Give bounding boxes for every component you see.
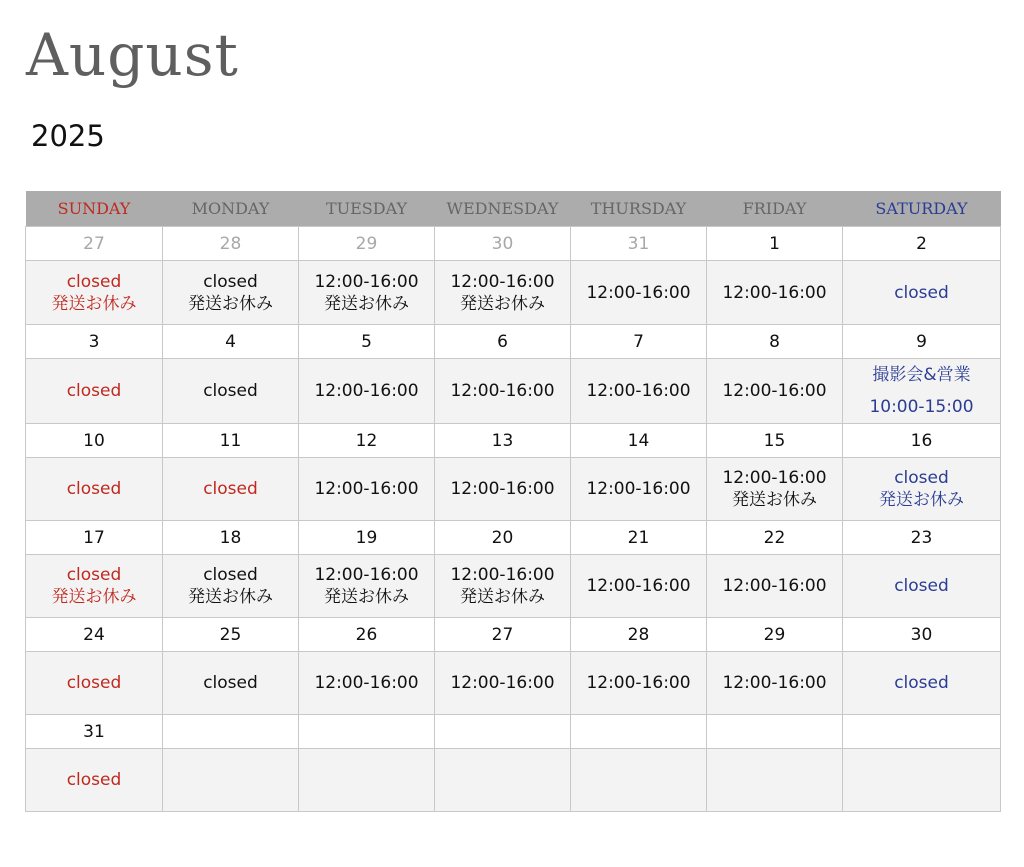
hours-cell-tue [299,359,435,424]
hours-cell-wed [435,261,571,325]
date-cell-tue: 26 [299,618,435,652]
weekday-header-row [26,191,1001,227]
hours-cell-mon [163,261,299,325]
hours-text: closed [894,468,949,488]
hours-cell-sun [26,359,163,424]
hours-text: 12:00-16:00 [722,468,827,488]
shipping-note: 発送お休み [324,587,409,607]
hours-cell-mon [163,458,299,521]
weekday-tuesday: TUESDAY [299,191,435,227]
hours-text: 12:00-16:00 [314,381,419,401]
date-cell-tue: 5 [299,325,435,359]
hours-text: closed [66,770,122,790]
hours-cell-fri [707,359,843,424]
hours-cell-tue [299,749,435,812]
hours-text: 12:00-16:00 [586,673,691,693]
hours-text: 撮影会&営業 [872,365,971,385]
date-cell-fri: 8 [707,325,843,359]
hours-text: 12:00-16:00 [586,576,691,596]
shipping-note: 発送お休み [460,587,545,607]
hours-cell-sun [26,458,163,521]
shipping-note: 発送お休み [324,293,409,314]
date-cell-sun: 31 [26,715,163,749]
date-cell-sat [843,715,1001,749]
date-row [26,325,1001,359]
hours-text: 12:00-16:00 [450,479,555,499]
hours-text: 12:00-16:00 [722,282,827,303]
hours-text: closed [203,479,258,499]
date-cell-fri: 15 [707,424,843,458]
hours-text: 12:00-16:00 [450,271,555,292]
date-cell-fri [707,715,843,749]
hours-cell-sun [26,652,163,715]
date-row [26,715,1001,749]
date-row [26,521,1001,555]
hours-cell-thu [571,458,707,521]
hours-cell-fri [707,555,843,618]
hours-cell-mon [163,652,299,715]
date-cell-fri: 29 [707,618,843,652]
hours-cell-tue [299,458,435,521]
hours-cell-thu [571,359,707,424]
weekday-thursday: THURSDAY [571,191,707,227]
hours-text: 12:00-16:00 [586,381,691,401]
info-row [26,555,1001,618]
hours-cell-sat [843,261,1001,325]
hours-cell-wed [435,749,571,812]
date-cell-mon: 11 [163,424,299,458]
shipping-note: 発送お休み [188,293,273,314]
shipping-note: 10:00-15:00 [869,397,974,417]
hours-cell-wed [435,359,571,424]
hours-cell-mon [163,359,299,424]
hours-cell-sun [26,749,163,812]
date-cell-tue: 19 [299,521,435,555]
hours-cell-tue [299,652,435,715]
date-cell-wed: 13 [435,424,571,458]
date-cell-thu [571,715,707,749]
date-cell-sat: 16 [843,424,1001,458]
hours-text: 12:00-16:00 [450,673,555,693]
hours-text: closed [66,479,122,499]
date-cell-wed [435,715,571,749]
shipping-note: 発送お休み [51,293,137,314]
month-title: August [26,21,239,89]
hours-cell-fri [707,652,843,715]
hours-text: closed [66,271,122,292]
date-cell-thu: 14 [571,424,707,458]
date-cell-sat: 30 [843,618,1001,652]
hours-text: closed [894,576,949,596]
date-cell-thu: 28 [571,618,707,652]
hours-text: 12:00-16:00 [450,565,555,585]
date-cell-mon: 28 [163,227,299,261]
hours-cell-fri [707,261,843,325]
hours-cell-sun [26,261,163,325]
hours-text: closed [203,381,258,401]
date-cell-sun: 10 [26,424,163,458]
info-row [26,261,1001,325]
date-cell-mon: 4 [163,325,299,359]
hours-text: 12:00-16:00 [314,271,419,292]
shipping-note: 発送お休み [51,587,137,607]
info-row [26,359,1001,424]
hours-cell-wed [435,652,571,715]
hours-cell-tue [299,261,435,325]
date-cell-sun: 27 [26,227,163,261]
info-row [26,652,1001,715]
hours-text: 12:00-16:00 [722,576,827,596]
hours-cell-sun [26,555,163,618]
hours-text: closed [894,282,949,303]
hours-text: 12:00-16:00 [314,479,419,499]
hours-cell-thu [571,749,707,812]
weekday-monday: MONDAY [163,191,299,227]
hours-text: closed [66,381,122,401]
date-cell-wed: 6 [435,325,571,359]
date-cell-wed: 20 [435,521,571,555]
date-cell-tue: 29 [299,227,435,261]
weekday-sunday: SUNDAY [26,191,163,227]
hours-cell-sat [843,652,1001,715]
date-cell-sat: 2 [843,227,1001,261]
hours-text: 12:00-16:00 [586,282,691,303]
date-cell-mon: 18 [163,521,299,555]
hours-text: 12:00-16:00 [586,479,691,499]
hours-cell-wed [435,555,571,618]
hours-text: closed [203,673,258,693]
hours-text: closed [203,271,258,292]
date-cell-tue: 12 [299,424,435,458]
hours-cell-sat [843,458,1001,521]
weekday-friday: FRIDAY [707,191,843,227]
hours-cell-wed [435,458,571,521]
hours-cell-sat [843,749,1001,812]
hours-text: closed [203,565,258,585]
hours-cell-mon [163,555,299,618]
date-cell-sat: 23 [843,521,1001,555]
info-row [26,458,1001,521]
date-cell-sun: 3 [26,325,163,359]
hours-text: 12:00-16:00 [722,673,827,693]
date-row [26,227,1001,261]
date-cell-mon [163,715,299,749]
hours-text: closed [894,673,949,693]
hours-cell-sat [843,555,1001,618]
shipping-note: 発送お休み [879,490,964,510]
date-cell-sat: 9 [843,325,1001,359]
date-row [26,424,1001,458]
date-cell-wed: 30 [435,227,571,261]
hours-cell-thu [571,261,707,325]
date-cell-tue [299,715,435,749]
year-label: 2025 [31,119,105,153]
info-row [26,749,1001,812]
date-cell-thu: 31 [571,227,707,261]
date-cell-sun: 17 [26,521,163,555]
hours-cell-sat [843,359,1001,424]
shipping-note: 発送お休み [188,587,273,607]
hours-cell-mon [163,749,299,812]
weekday-saturday: SATURDAY [843,191,1001,227]
date-cell-fri: 1 [707,227,843,261]
date-cell-fri: 22 [707,521,843,555]
date-cell-sun: 24 [26,618,163,652]
date-cell-wed: 27 [435,618,571,652]
hours-cell-fri [707,749,843,812]
hours-text: 12:00-16:00 [722,381,827,401]
calendar-body [26,227,1001,812]
weekday-wednesday: WEDNESDAY [435,191,571,227]
shipping-note: 発送お休み [460,293,545,314]
hours-text: 12:00-16:00 [314,565,419,585]
shipping-note: 発送お休み [732,490,817,510]
date-cell-thu: 21 [571,521,707,555]
hours-text: 12:00-16:00 [450,381,555,401]
hours-cell-thu [571,652,707,715]
hours-text: 12:00-16:00 [314,673,419,693]
date-row [26,618,1001,652]
hours-cell-tue [299,555,435,618]
hours-cell-thu [571,555,707,618]
hours-text: closed [66,565,122,585]
calendar-table [25,191,1001,812]
hours-text: closed [66,673,122,693]
date-cell-thu: 7 [571,325,707,359]
date-cell-mon: 25 [163,618,299,652]
hours-cell-fri [707,458,843,521]
